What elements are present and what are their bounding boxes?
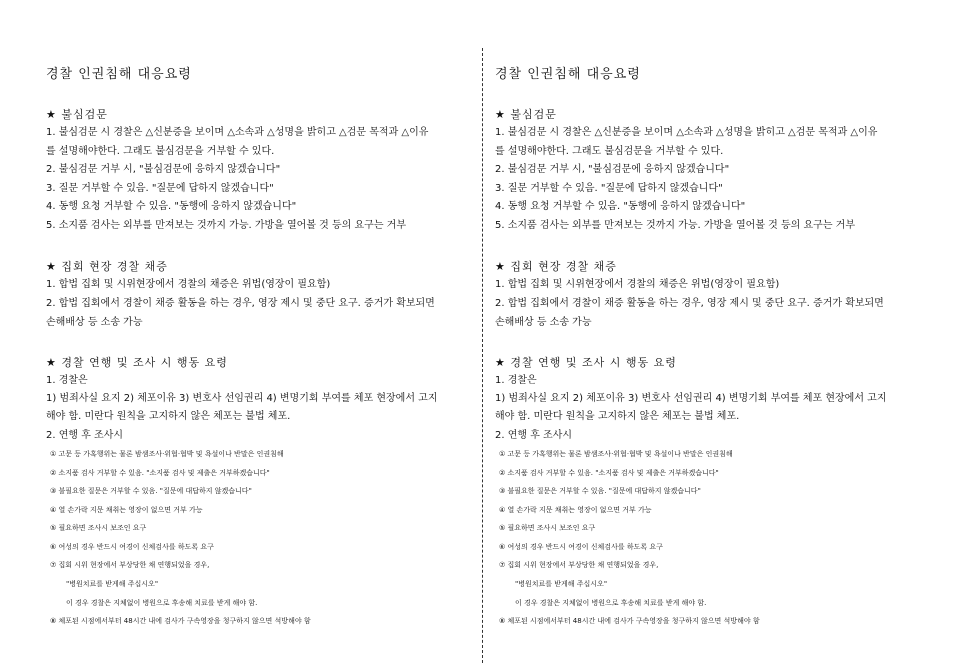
section-heading-arrest-investigation: ★ 경찰 연행 및 조사 시 행동 요령 — [46, 356, 228, 369]
section-heading-rally-evidence: ★ 집회 현장 경찰 채증 — [46, 260, 168, 273]
text-line: 를 설명해야한다. 그래도 불심검문을 거부할 수 있다. — [495, 146, 724, 157]
text-line: 2. 불심검문 거부 시, "불심검문에 응하지 않겠습니다" — [46, 164, 281, 175]
text-line: 2. 합법 집회에서 경찰이 채증 활동을 하는 경우, 영장 제시 및 중단 요구. 증거가 확보되면 — [46, 298, 435, 309]
text-line: 이 경우 경찰은 지체없이 병원으로 후송해 치료를 받게 해야 함. — [66, 599, 258, 607]
text-line: 손해배상 등 소송 가능 — [495, 317, 592, 328]
text-line: 5. 소지품 검사는 외부를 만져보는 것까지 가능. 가방을 열어볼 것 등의 요구는 거부 — [46, 220, 406, 231]
text-line: 1. 불심검문 시 경찰은 △신분증을 보이며 △소속과 △성명을 밝히고 △검문 목적과 △이유 — [46, 127, 429, 138]
text-line: 2. 연행 후 조사시 — [495, 430, 573, 441]
page-title: 경찰 인권침해 대응요령 — [495, 67, 641, 82]
section-heading-stop-and-search: ★ 불심검문 — [495, 108, 557, 121]
text-line: 3. 질문 거부할 수 있음. "질문에 답하지 않겠습니다" — [46, 183, 274, 194]
text-line: ⑤ 필요하면 조사시 보조인 요구 — [50, 524, 147, 532]
text-line: ⑦ 집회 시위 현장에서 부상당한 채 연행되었을 경우, — [50, 561, 210, 569]
text-line: ⑧ 체포된 시점에서부터 48시간 내에 검사가 구속영장을 청구하지 않으면 석방해야 함 — [50, 617, 311, 625]
text-line: 이 경우 경찰은 지체없이 병원으로 후송해 치료를 받게 해야 함. — [515, 599, 707, 607]
text-line: 1. 불심검문 시 경찰은 △신분증을 보이며 △소속과 △성명을 밝히고 △검문 목적과 △이유 — [495, 127, 878, 138]
text-line: 2. 합법 집회에서 경찰이 채증 활동을 하는 경우, 영장 제시 및 중단 요구. 증거가 확보되면 — [495, 298, 884, 309]
section-heading-arrest-investigation: ★ 경찰 연행 및 조사 시 행동 요령 — [495, 356, 677, 369]
text-line: 1) 범죄사실 요지 2) 체포이유 3) 변호사 선임권리 4) 변명기회 부여를 체포 현장에서 고지 — [495, 393, 887, 404]
text-line: ① 고문 등 가혹행위는 물론 밤샘조사·위협·협박 및 욕설이나 반말은 인권침해 — [499, 450, 733, 458]
text-line: ③ 불필요한 질문은 거부할 수 있음. "질문에 대답하지 않겠습니다" — [50, 487, 252, 495]
text-line: ② 소지품 검사 거부할 수 있음. "소지품 검사 및 제출은 거부하겠습니다" — [499, 469, 719, 477]
text-line: "병원치료를 받게해 주십시오" — [66, 580, 159, 588]
text-line: ⑥ 여성의 경우 반드시 여경이 신체검사를 하도록 요구 — [499, 543, 663, 551]
text-line: 1. 경찰은 — [495, 375, 537, 386]
text-line: 4. 동행 요청 거부할 수 있음. "동행에 응하지 않겠습니다" — [495, 201, 746, 212]
text-line: 5. 소지품 검사는 외부를 만져보는 것까지 가능. 가방을 열어볼 것 등의 요구는 거부 — [495, 220, 855, 231]
text-line: 해야 함. 미란다 원칙을 고지하지 않은 체포는 불법 체포. — [46, 411, 291, 422]
section-heading-rally-evidence: ★ 집회 현장 경찰 채증 — [495, 260, 617, 273]
text-line: ③ 불필요한 질문은 거부할 수 있음. "질문에 대답하지 않겠습니다" — [499, 487, 701, 495]
text-line: 1. 경찰은 — [46, 375, 88, 386]
text-line: 2. 연행 후 조사시 — [46, 430, 124, 441]
text-line: ⑧ 체포된 시점에서부터 48시간 내에 검사가 구속영장을 청구하지 않으면 석방해야 함 — [499, 617, 760, 625]
text-line: ① 고문 등 가혹행위는 물론 밤샘조사·위협·협박 및 욕설이나 반말은 인권침해 — [50, 450, 284, 458]
text-line: 2. 불심검문 거부 시, "불심검문에 응하지 않겠습니다" — [495, 164, 730, 175]
text-line: 1) 범죄사실 요지 2) 체포이유 3) 변호사 선임권리 4) 변명기회 부여를 체포 현장에서 고지 — [46, 393, 438, 404]
text-line: ④ 열 손가락 지문 채취는 영장이 없으면 거부 가능 — [50, 506, 203, 514]
text-line: 해야 함. 미란다 원칙을 고지하지 않은 체포는 불법 체포. — [495, 411, 740, 422]
text-line: 4. 동행 요청 거부할 수 있음. "동행에 응하지 않겠습니다" — [46, 201, 297, 212]
section-heading-stop-and-search: ★ 불심검문 — [46, 108, 108, 121]
text-line: 를 설명해야한다. 그래도 불심검문을 거부할 수 있다. — [46, 146, 275, 157]
text-line: ② 소지품 검사 거부할 수 있음. "소지품 검사 및 제출은 거부하겠습니다" — [50, 469, 270, 477]
text-line: 1. 합법 집회 및 시위현장에서 경찰의 채증은 위법(영장이 필요함) — [46, 279, 331, 290]
text-line: 1. 합법 집회 및 시위현장에서 경찰의 채증은 위법(영장이 필요함) — [495, 279, 780, 290]
text-line: ⑤ 필요하면 조사시 보조인 요구 — [499, 524, 596, 532]
column-divider — [482, 48, 483, 663]
text-line: ④ 열 손가락 지문 채취는 영장이 없으면 거부 가능 — [499, 506, 652, 514]
page-title: 경찰 인권침해 대응요령 — [46, 67, 192, 82]
text-line: ⑥ 여성의 경우 반드시 여경이 신체검사를 하도록 요구 — [50, 543, 214, 551]
text-line: ⑦ 집회 시위 현장에서 부상당한 채 연행되었을 경우, — [499, 561, 659, 569]
text-line: "병원치료를 받게해 주십시오" — [515, 580, 608, 588]
text-line: 손해배상 등 소송 가능 — [46, 317, 143, 328]
text-line: 3. 질문 거부할 수 있음. "질문에 답하지 않겠습니다" — [495, 183, 723, 194]
